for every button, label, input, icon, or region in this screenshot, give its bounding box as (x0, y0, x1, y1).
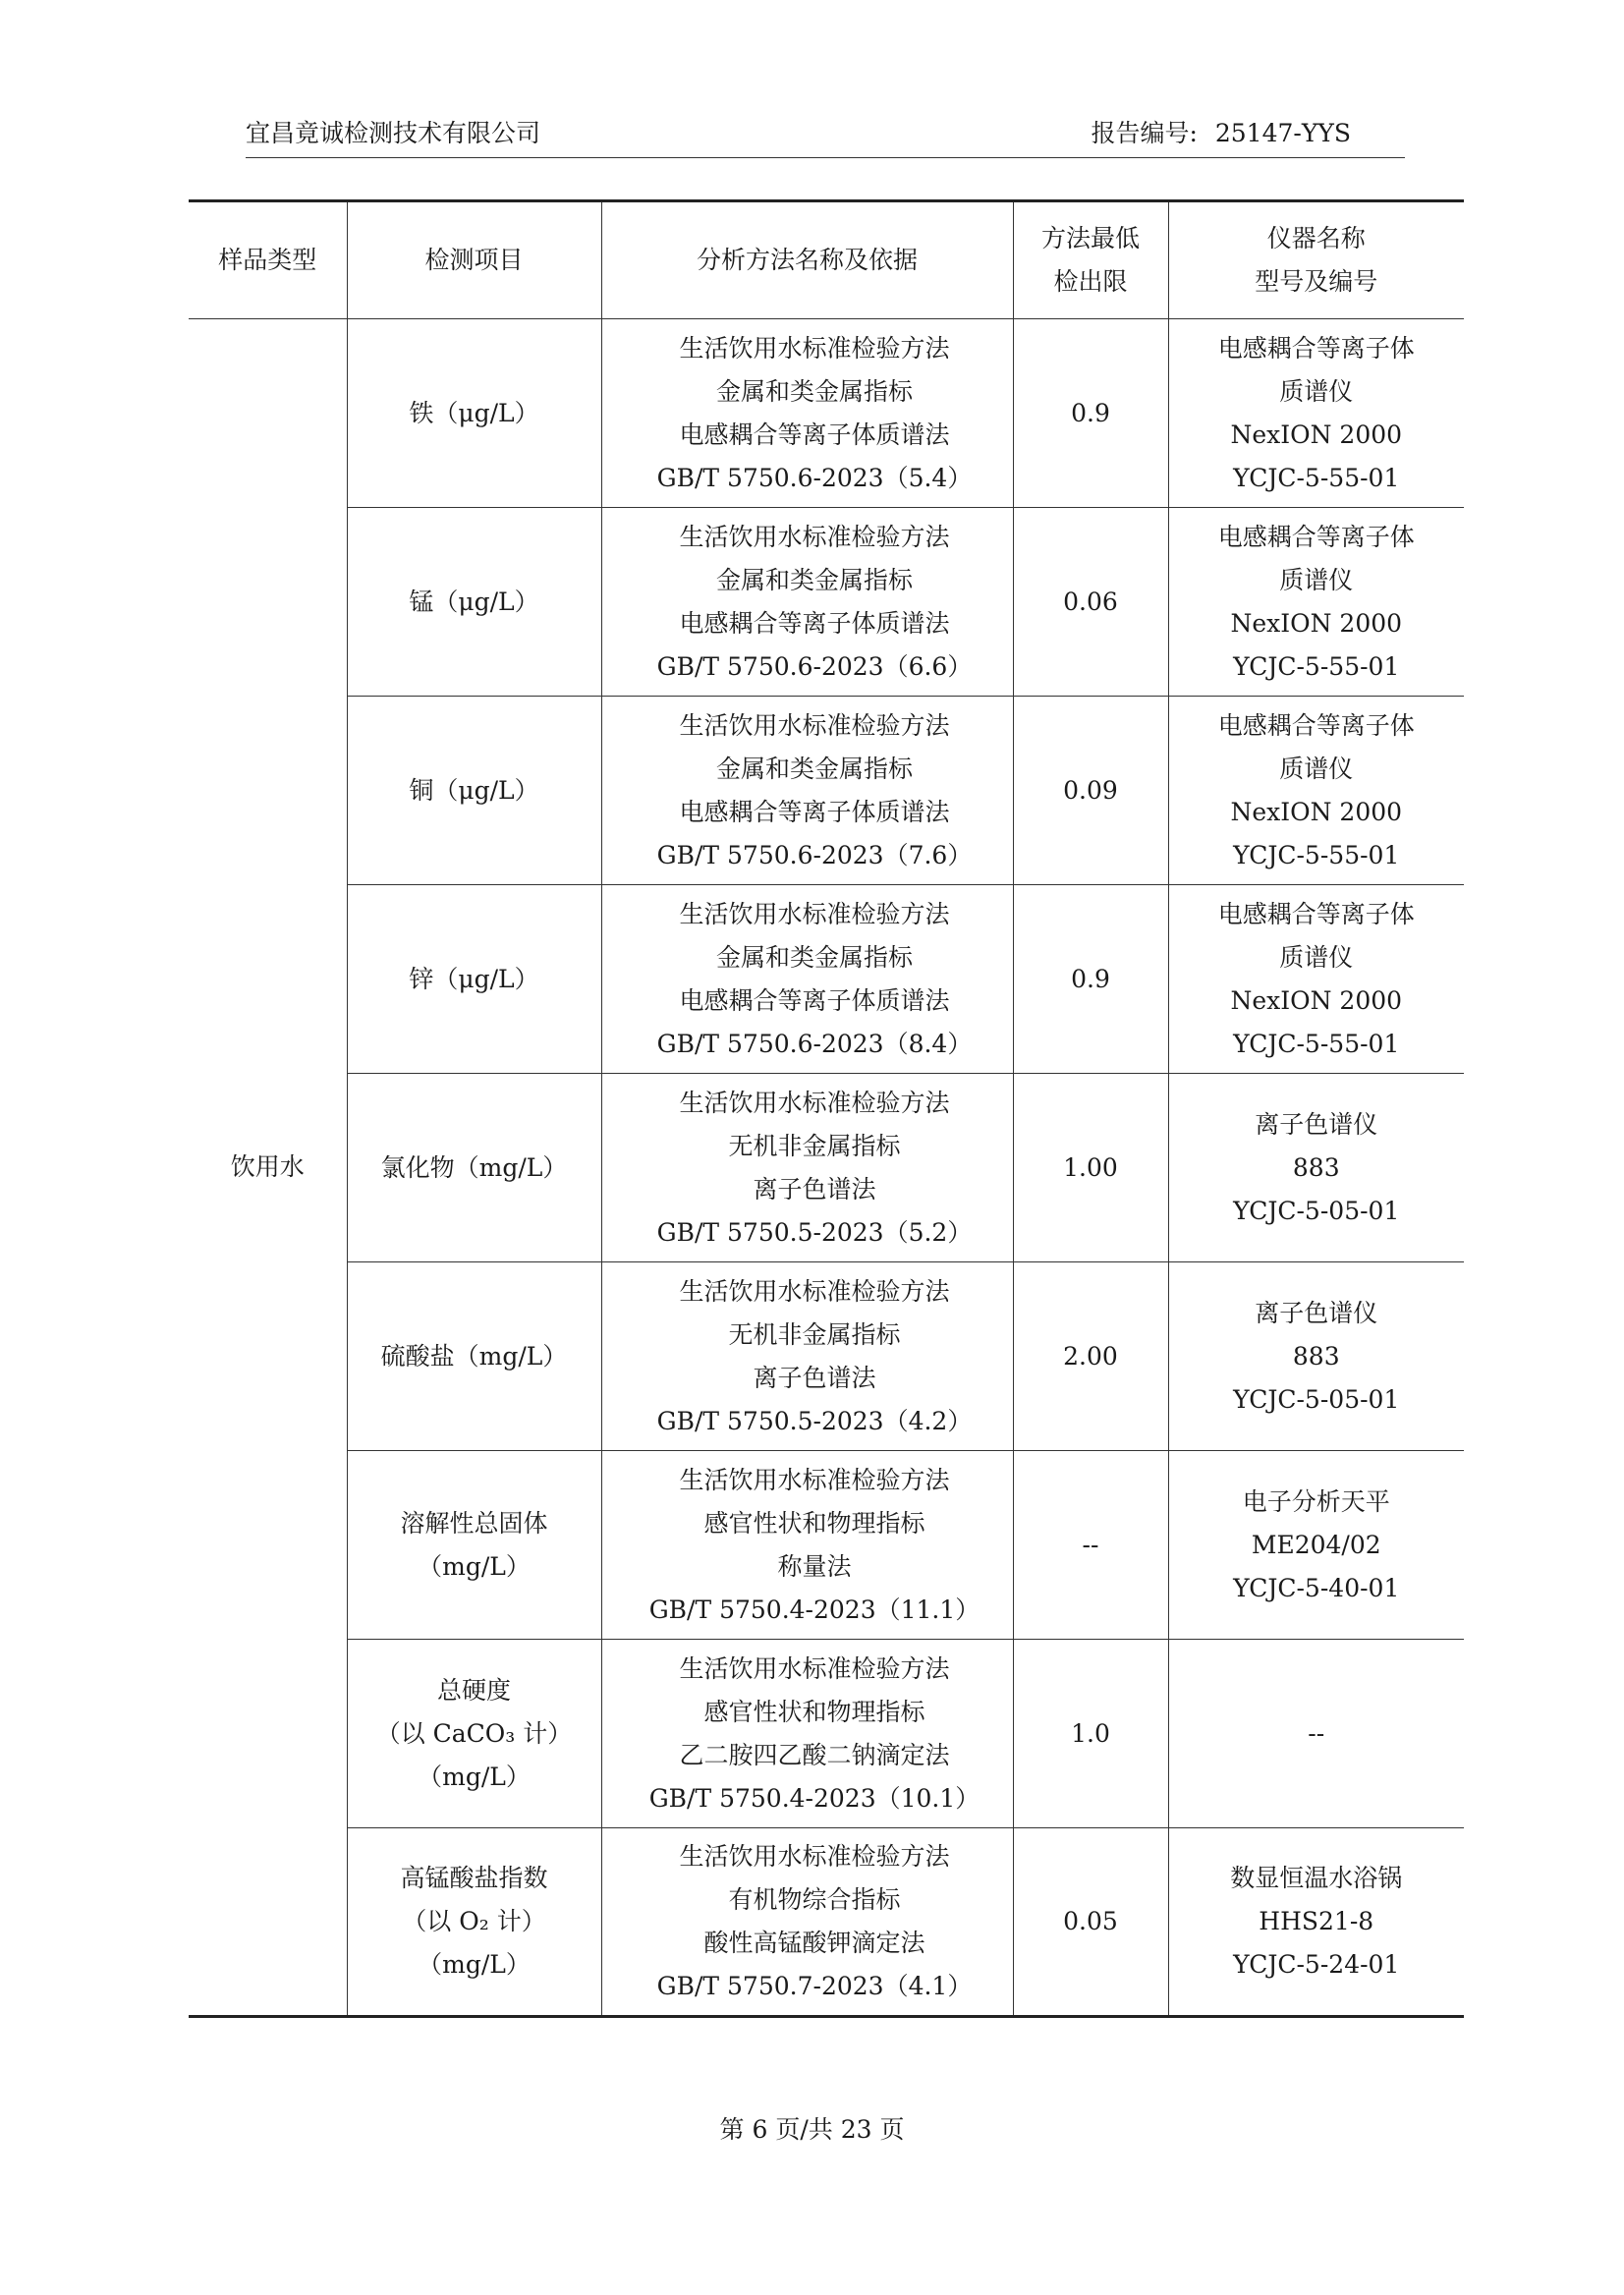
page-header (246, 110, 1405, 157)
item-cell (347, 1640, 601, 1828)
method-cell-line: 金属和类金属指标 (715, 942, 913, 972)
instrument-cell-line: 质谱仪 (1279, 565, 1354, 594)
instrument-cell-line: YCJC-5-24-01 (1233, 1950, 1400, 1979)
header-method: 分析方法名称及依据 (601, 201, 1013, 319)
item-cell (347, 1828, 601, 2017)
header-limit: 方法最低 检出限 (1013, 201, 1168, 319)
method-cell-line: GB/T 5750.6-2023（7.6） (656, 840, 973, 869)
instrument-cell-line: YCJC-5-05-01 (1233, 1384, 1400, 1414)
method-cell-line: 生活饮用水标准检验方法 (679, 333, 950, 363)
item-cell-line: （mg/L） (418, 1762, 531, 1791)
table-row (189, 1451, 1464, 1640)
limit-cell (1013, 885, 1168, 1074)
instrument-cell-line: ME204/02 (1251, 1530, 1381, 1559)
test-methods-table (189, 199, 1464, 2018)
method-cell-line: 电感耦合等离子体质谱法 (679, 420, 950, 449)
instrument-cell-line: YCJC-5-55-01 (1233, 651, 1400, 681)
method-cell-line: 离子色谱法 (753, 1174, 876, 1203)
method-cell-line: 电感耦合等离子体质谱法 (679, 608, 950, 638)
method-cell-line: GB/T 5750.4-2023（10.1） (648, 1783, 980, 1813)
limit-value: 0.9 (1071, 398, 1110, 427)
instrument-cell-line: NexION 2000 (1230, 608, 1403, 638)
item-cell-line: （mg/L） (418, 1950, 531, 1979)
method-cell-line: 金属和类金属指标 (715, 376, 913, 406)
method-cell-line: 金属和类金属指标 (715, 565, 913, 594)
header-divider (246, 157, 1405, 158)
method-cell (601, 885, 1013, 1074)
header-instrument: 仪器名称 型号及编号 (1168, 201, 1464, 319)
method-cell (601, 1828, 1013, 2017)
method-cell (601, 1451, 1013, 1640)
instrument-cell (1168, 1262, 1464, 1451)
instrument-cell-line: 电感耦合等离子体 (1217, 710, 1415, 740)
method-cell-line: GB/T 5750.6-2023（6.6） (656, 651, 973, 681)
instrument-cell (1168, 1640, 1464, 1828)
item-cell-line: 硫酸盐（mg/L） (380, 1341, 568, 1371)
limit-cell (1013, 1262, 1168, 1451)
limit-value: 1.00 (1063, 1152, 1118, 1182)
header-sample-type: 样品类型 (189, 201, 347, 319)
item-cell (347, 697, 601, 885)
method-cell-line: GB/T 5750.5-2023（4.2） (656, 1406, 973, 1435)
method-cell-line: 生活饮用水标准检验方法 (679, 899, 950, 928)
instrument-cell-line: YCJC-5-55-01 (1233, 1029, 1400, 1058)
limit-value: -- (1082, 1530, 1099, 1559)
method-cell-line: 无机非金属指标 (728, 1131, 901, 1160)
item-cell-line: （以 O₂ 计） (402, 1907, 546, 1935)
method-cell (601, 1074, 1013, 1262)
method-cell-line: GB/T 5750.6-2023（5.4） (656, 463, 973, 492)
method-cell-line: 生活饮用水标准检验方法 (679, 1653, 950, 1683)
instrument-cell-line: 电感耦合等离子体 (1217, 333, 1415, 363)
instrument-cell-line: -- (1308, 1718, 1325, 1748)
method-cell-line: GB/T 5750.7-2023（4.1） (656, 1972, 973, 2000)
report-number-label: 报告编号: (1091, 119, 1198, 147)
method-cell-line: 生活饮用水标准检验方法 (679, 710, 950, 740)
table-row (189, 885, 1464, 1074)
limit-value: 0.06 (1063, 587, 1118, 616)
limit-value: 0.05 (1063, 1907, 1118, 1935)
method-cell-line: 称量法 (777, 1551, 852, 1581)
table-body (189, 319, 1464, 2017)
method-cell-line: 电感耦合等离子体质谱法 (679, 797, 950, 826)
limit-cell (1013, 1640, 1168, 1828)
instrument-cell (1168, 697, 1464, 885)
limit-cell (1013, 697, 1168, 885)
method-cell-line: 感官性状和物理指标 (703, 1697, 925, 1726)
sample-type-text: 饮用水 (230, 1152, 305, 1181)
item-cell-line: 氯化物（mg/L） (380, 1152, 568, 1182)
instrument-cell-line: YCJC-5-55-01 (1233, 463, 1400, 492)
instrument-cell (1168, 319, 1464, 508)
item-cell-line: （mg/L） (418, 1551, 531, 1581)
instrument-cell-line: 883 (1292, 1152, 1340, 1182)
item-cell-line: （以 CaCO₃ 计） (375, 1718, 573, 1748)
item-cell (347, 885, 601, 1074)
instrument-cell-line: YCJC-5-40-01 (1233, 1573, 1400, 1602)
limit-value: 0.9 (1071, 964, 1110, 993)
instrument-cell-line: NexION 2000 (1230, 420, 1403, 449)
method-cell-line: 生活饮用水标准检验方法 (679, 1276, 950, 1306)
instrument-cell-line: 电子分析天平 (1242, 1486, 1390, 1516)
method-cell-line: 感官性状和物理指标 (703, 1508, 925, 1538)
method-cell (601, 508, 1013, 697)
instrument-cell-line: NexION 2000 (1230, 985, 1403, 1015)
table-header-row (189, 201, 1464, 319)
instrument-cell-line: YCJC-5-05-01 (1233, 1196, 1400, 1225)
method-cell-line: 酸性高锰酸钾滴定法 (703, 1929, 925, 1957)
table-row (189, 1074, 1464, 1262)
instrument-cell-line: 质谱仪 (1279, 754, 1354, 783)
method-cell-line: GB/T 5750.5-2023（5.2） (656, 1217, 973, 1247)
sample-type-cell (189, 319, 347, 2017)
instrument-cell-line: 电感耦合等离子体 (1217, 522, 1415, 551)
report-number (1091, 114, 1351, 149)
method-cell-line: 生活饮用水标准检验方法 (679, 522, 950, 551)
table-row (189, 319, 1464, 508)
limit-value: 1.0 (1071, 1718, 1110, 1748)
item-cell-line: 锰（μg/L） (409, 587, 539, 616)
method-cell-line: 乙二胺四乙酸二钠滴定法 (679, 1740, 950, 1769)
method-cell-line: 离子色谱法 (753, 1363, 876, 1392)
item-cell (347, 1451, 601, 1640)
table-row (189, 1828, 1464, 2017)
instrument-cell (1168, 1828, 1464, 2017)
page-footer (0, 2110, 1624, 2146)
report-number-value: 25147-YYS (1214, 119, 1351, 147)
item-cell (347, 508, 601, 697)
instrument-cell (1168, 508, 1464, 697)
header-item: 检测项目 (347, 201, 601, 319)
company-name: 宜昌竟诚检测技术有限公司 (246, 119, 541, 147)
instrument-cell-line: 数显恒温水浴锅 (1230, 1864, 1403, 1892)
method-cell-line: GB/T 5750.4-2023（11.1） (648, 1595, 980, 1624)
limit-cell (1013, 508, 1168, 697)
page-number: 第 6 页/共 23 页 (719, 2115, 905, 2144)
method-cell (601, 697, 1013, 885)
instrument-cell-line: YCJC-5-55-01 (1233, 840, 1400, 869)
instrument-cell-line: NexION 2000 (1230, 797, 1403, 826)
method-cell (601, 1640, 1013, 1828)
table-row (189, 697, 1464, 885)
method-cell-line: 生活饮用水标准检验方法 (679, 1465, 950, 1494)
table-row (189, 1262, 1464, 1451)
table-row (189, 508, 1464, 697)
limit-cell (1013, 1828, 1168, 2017)
limit-value: 2.00 (1063, 1341, 1118, 1371)
instrument-cell (1168, 1451, 1464, 1640)
instrument-cell-line: 电感耦合等离子体 (1217, 899, 1415, 928)
method-cell (601, 319, 1013, 508)
instrument-cell-line: 离子色谱仪 (1255, 1298, 1378, 1327)
method-cell-line: GB/T 5750.6-2023（8.4） (656, 1029, 973, 1058)
method-cell-line: 金属和类金属指标 (715, 754, 913, 783)
item-cell-line: 铁（μg/L） (409, 398, 539, 427)
instrument-cell (1168, 1074, 1464, 1262)
instrument-cell-line: 883 (1292, 1341, 1340, 1371)
instrument-cell-line: 质谱仪 (1279, 942, 1354, 972)
item-cell-line: 总硬度 (436, 1675, 511, 1705)
limit-value: 0.09 (1063, 775, 1118, 805)
item-cell (347, 1074, 601, 1262)
method-cell-line: 生活饮用水标准检验方法 (679, 1842, 950, 1871)
item-cell (347, 1262, 601, 1451)
method-cell-line: 无机非金属指标 (728, 1319, 901, 1349)
instrument-cell-line: 质谱仪 (1279, 376, 1354, 406)
item-cell-line: 溶解性总固体 (400, 1508, 548, 1538)
method-cell-line: 有机物综合指标 (728, 1885, 901, 1914)
method-cell-line: 生活饮用水标准检验方法 (679, 1088, 950, 1117)
instrument-cell-line: 离子色谱仪 (1255, 1109, 1378, 1139)
method-cell-line: 电感耦合等离子体质谱法 (679, 985, 950, 1015)
table-row (189, 1640, 1464, 1828)
limit-cell (1013, 1451, 1168, 1640)
item-cell-line: 铜（μg/L） (409, 775, 539, 805)
limit-cell (1013, 1074, 1168, 1262)
item-cell (347, 319, 601, 508)
method-cell (601, 1262, 1013, 1451)
limit-cell (1013, 319, 1168, 508)
instrument-cell-line: HHS21-8 (1259, 1907, 1374, 1935)
instrument-cell (1168, 885, 1464, 1074)
item-cell-line: 锌（μg/L） (409, 964, 539, 993)
item-cell-line: 高锰酸盐指数 (400, 1864, 548, 1892)
